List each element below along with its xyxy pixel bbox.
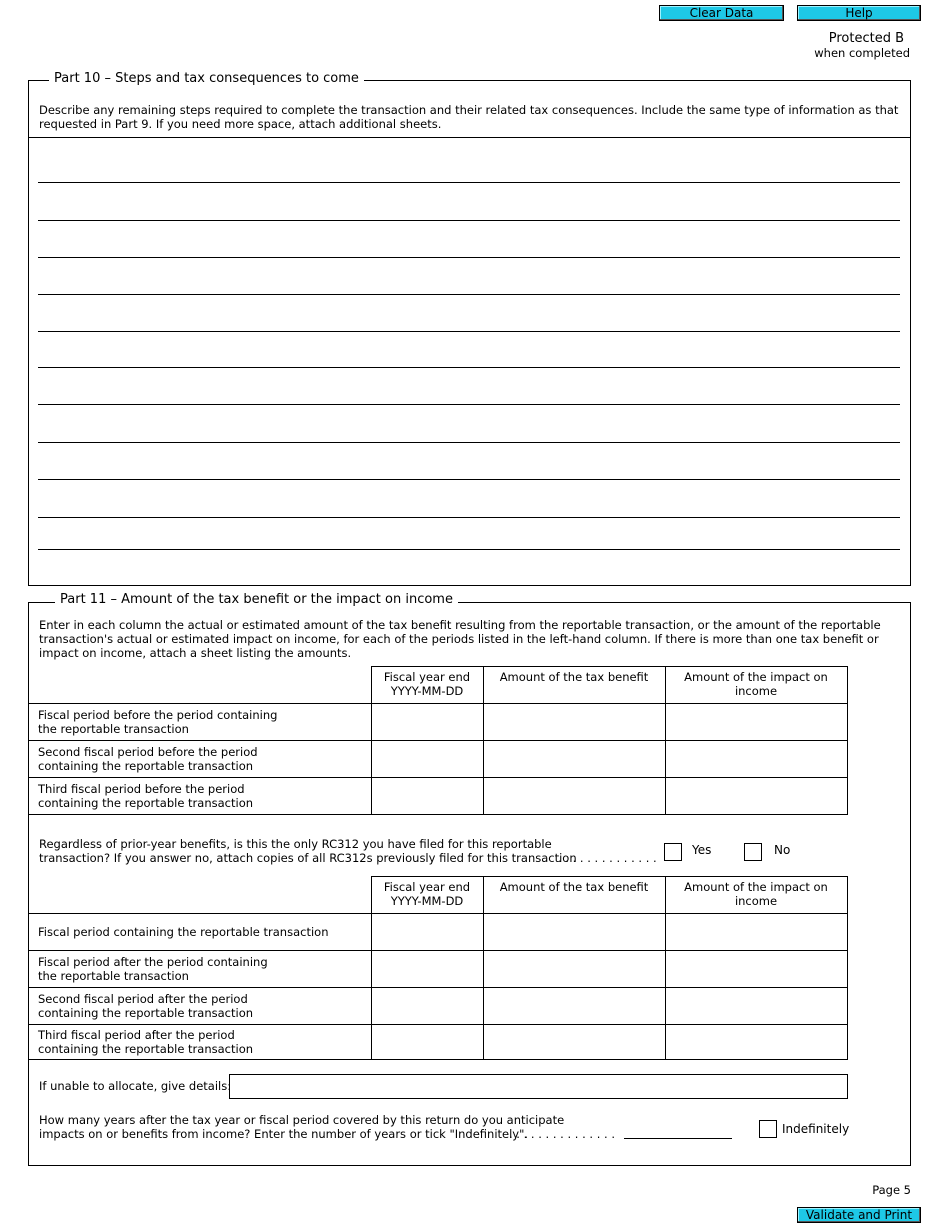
tax-benefit-header: Amount of the tax benefit — [483, 877, 665, 914]
protected-label: Protected B — [828, 31, 904, 46]
no-label: No — [774, 843, 791, 857]
text-line[interactable] — [38, 404, 900, 405]
years-dots: . . . . . . . . . . . . . . . — [509, 1127, 616, 1141]
part10-title: Part 10 – Steps and tax consequences to come — [49, 71, 364, 86]
page-number: Page 5 — [872, 1183, 911, 1197]
impact-input[interactable] — [665, 914, 847, 951]
row-label: Second fiscal period before the period containing the reportable transaction — [28, 741, 371, 778]
part10-divider — [28, 137, 911, 138]
row-label: Second fiscal period after the period containing the reportable transaction — [28, 988, 371, 1025]
fiscal-year-end-header: Fiscal year end YYYY-MM-DD — [371, 877, 483, 914]
text-line[interactable] — [38, 517, 900, 518]
text-line[interactable] — [38, 220, 900, 221]
tax-benefit-input[interactable] — [483, 914, 665, 951]
clear-data-button[interactable]: Clear Data — [659, 5, 784, 21]
impact-header: Amount of the impact on income — [665, 877, 847, 914]
unable-label: If unable to allocate, give details: — [39, 1079, 232, 1093]
no-checkbox[interactable] — [744, 843, 762, 861]
table-row — [28, 778, 847, 815]
impact-input[interactable] — [665, 951, 847, 988]
row-label: Third fiscal period before the period containing the reportable transaction — [28, 778, 371, 815]
text-line[interactable] — [38, 294, 900, 295]
when-completed-label: when completed — [814, 46, 910, 60]
question-line2: transaction? If you answer no, attach copies of all RC312s previously filed for this transaction — [39, 851, 577, 865]
text-line[interactable] — [38, 549, 900, 550]
years-input[interactable] — [624, 1138, 732, 1139]
yes-label: Yes — [692, 843, 712, 857]
yes-checkbox[interactable] — [664, 843, 682, 861]
indefinitely-label: Indefinitely — [782, 1122, 850, 1136]
indefinitely-checkbox[interactable] — [759, 1120, 777, 1138]
fiscal-year-end-input[interactable] — [371, 741, 483, 778]
text-line[interactable] — [38, 479, 900, 480]
table-row — [28, 988, 847, 1025]
table-row — [28, 704, 847, 741]
fiscal-year-end-input[interactable] — [371, 704, 483, 741]
validate-print-button[interactable]: Validate and Print — [797, 1207, 921, 1223]
row-label: Fiscal period before the period containing the reportable transaction — [28, 704, 371, 741]
table-row — [28, 741, 847, 778]
fiscal-year-end-input[interactable] — [371, 951, 483, 988]
tax-benefit-input[interactable] — [483, 704, 665, 741]
table-corner — [28, 877, 371, 914]
part10-frame — [28, 80, 911, 586]
table-corner — [28, 667, 371, 704]
tax-benefit-header: Amount of the tax benefit — [483, 667, 665, 704]
tax-benefit-input[interactable] — [483, 778, 665, 815]
benefit-table-prior — [28, 666, 848, 815]
part11-intro-line3: impact on income, attach a sheet listing the amounts. — [39, 646, 352, 660]
table-row — [28, 914, 847, 951]
text-line[interactable] — [38, 367, 900, 368]
help-button[interactable]: Help — [797, 5, 921, 21]
row-label: Fiscal period containing the reportable transaction — [28, 914, 371, 951]
impact-input[interactable] — [665, 778, 847, 815]
tax-benefit-input[interactable] — [483, 951, 665, 988]
fiscal-year-end-input[interactable] — [371, 1025, 483, 1060]
impact-input[interactable] — [665, 704, 847, 741]
part10-instructions-line1: Describe any remaining steps required to complete the transaction and their related tax consequences. Include the same type of information as that — [39, 103, 899, 117]
benefit-table-current — [28, 876, 848, 1060]
text-line[interactable] — [38, 182, 900, 183]
fiscal-year-end-input[interactable] — [371, 778, 483, 815]
impact-input[interactable] — [665, 1025, 847, 1060]
fiscal-year-end-input[interactable] — [371, 914, 483, 951]
text-line[interactable] — [38, 331, 900, 332]
impact-input[interactable] — [665, 988, 847, 1025]
text-line[interactable] — [38, 442, 900, 443]
impact-header: Amount of the impact on income — [665, 667, 847, 704]
unable-details-input[interactable] — [229, 1074, 848, 1099]
question-dots: . . . . . . . . . . . . . . — [558, 851, 657, 865]
part11-intro-line1: Enter in each column the actual or estimated amount of the tax benefit resulting from the reportable transaction, or the amount of the reportable — [39, 618, 881, 632]
part10-instructions-line2: requested in Part 9. If you need more space, attach additional sheets. — [39, 117, 442, 131]
part11-intro-line2: transaction's actual or estimated impact on income, for each of the periods listed in the left-hand column. If there is more than one tax benefit or — [39, 632, 879, 646]
row-label: Fiscal period after the period containing the reportable transaction — [28, 951, 371, 988]
part11-title: Part 11 – Amount of the tax benefit or the impact on income — [55, 592, 458, 607]
table-row — [28, 951, 847, 988]
years-line1: How many years after the tax year or fiscal period covered by this return do you anticipate — [39, 1113, 565, 1127]
question-line1: Regardless of prior-year benefits, is this the only RC312 you have filed for this reportable — [39, 837, 552, 851]
row-label: Third fiscal period after the period containing the reportable transaction — [28, 1025, 371, 1060]
impact-input[interactable] — [665, 741, 847, 778]
tax-benefit-input[interactable] — [483, 1025, 665, 1060]
years-line2: impacts on or benefits from income? Enter the number of years or tick "Indefinitely". — [39, 1127, 529, 1141]
table-row — [28, 1025, 847, 1060]
tax-benefit-input[interactable] — [483, 988, 665, 1025]
fiscal-year-end-header: Fiscal year end YYYY-MM-DD — [371, 667, 483, 704]
text-line[interactable] — [38, 257, 900, 258]
tax-benefit-input[interactable] — [483, 741, 665, 778]
fiscal-year-end-input[interactable] — [371, 988, 483, 1025]
